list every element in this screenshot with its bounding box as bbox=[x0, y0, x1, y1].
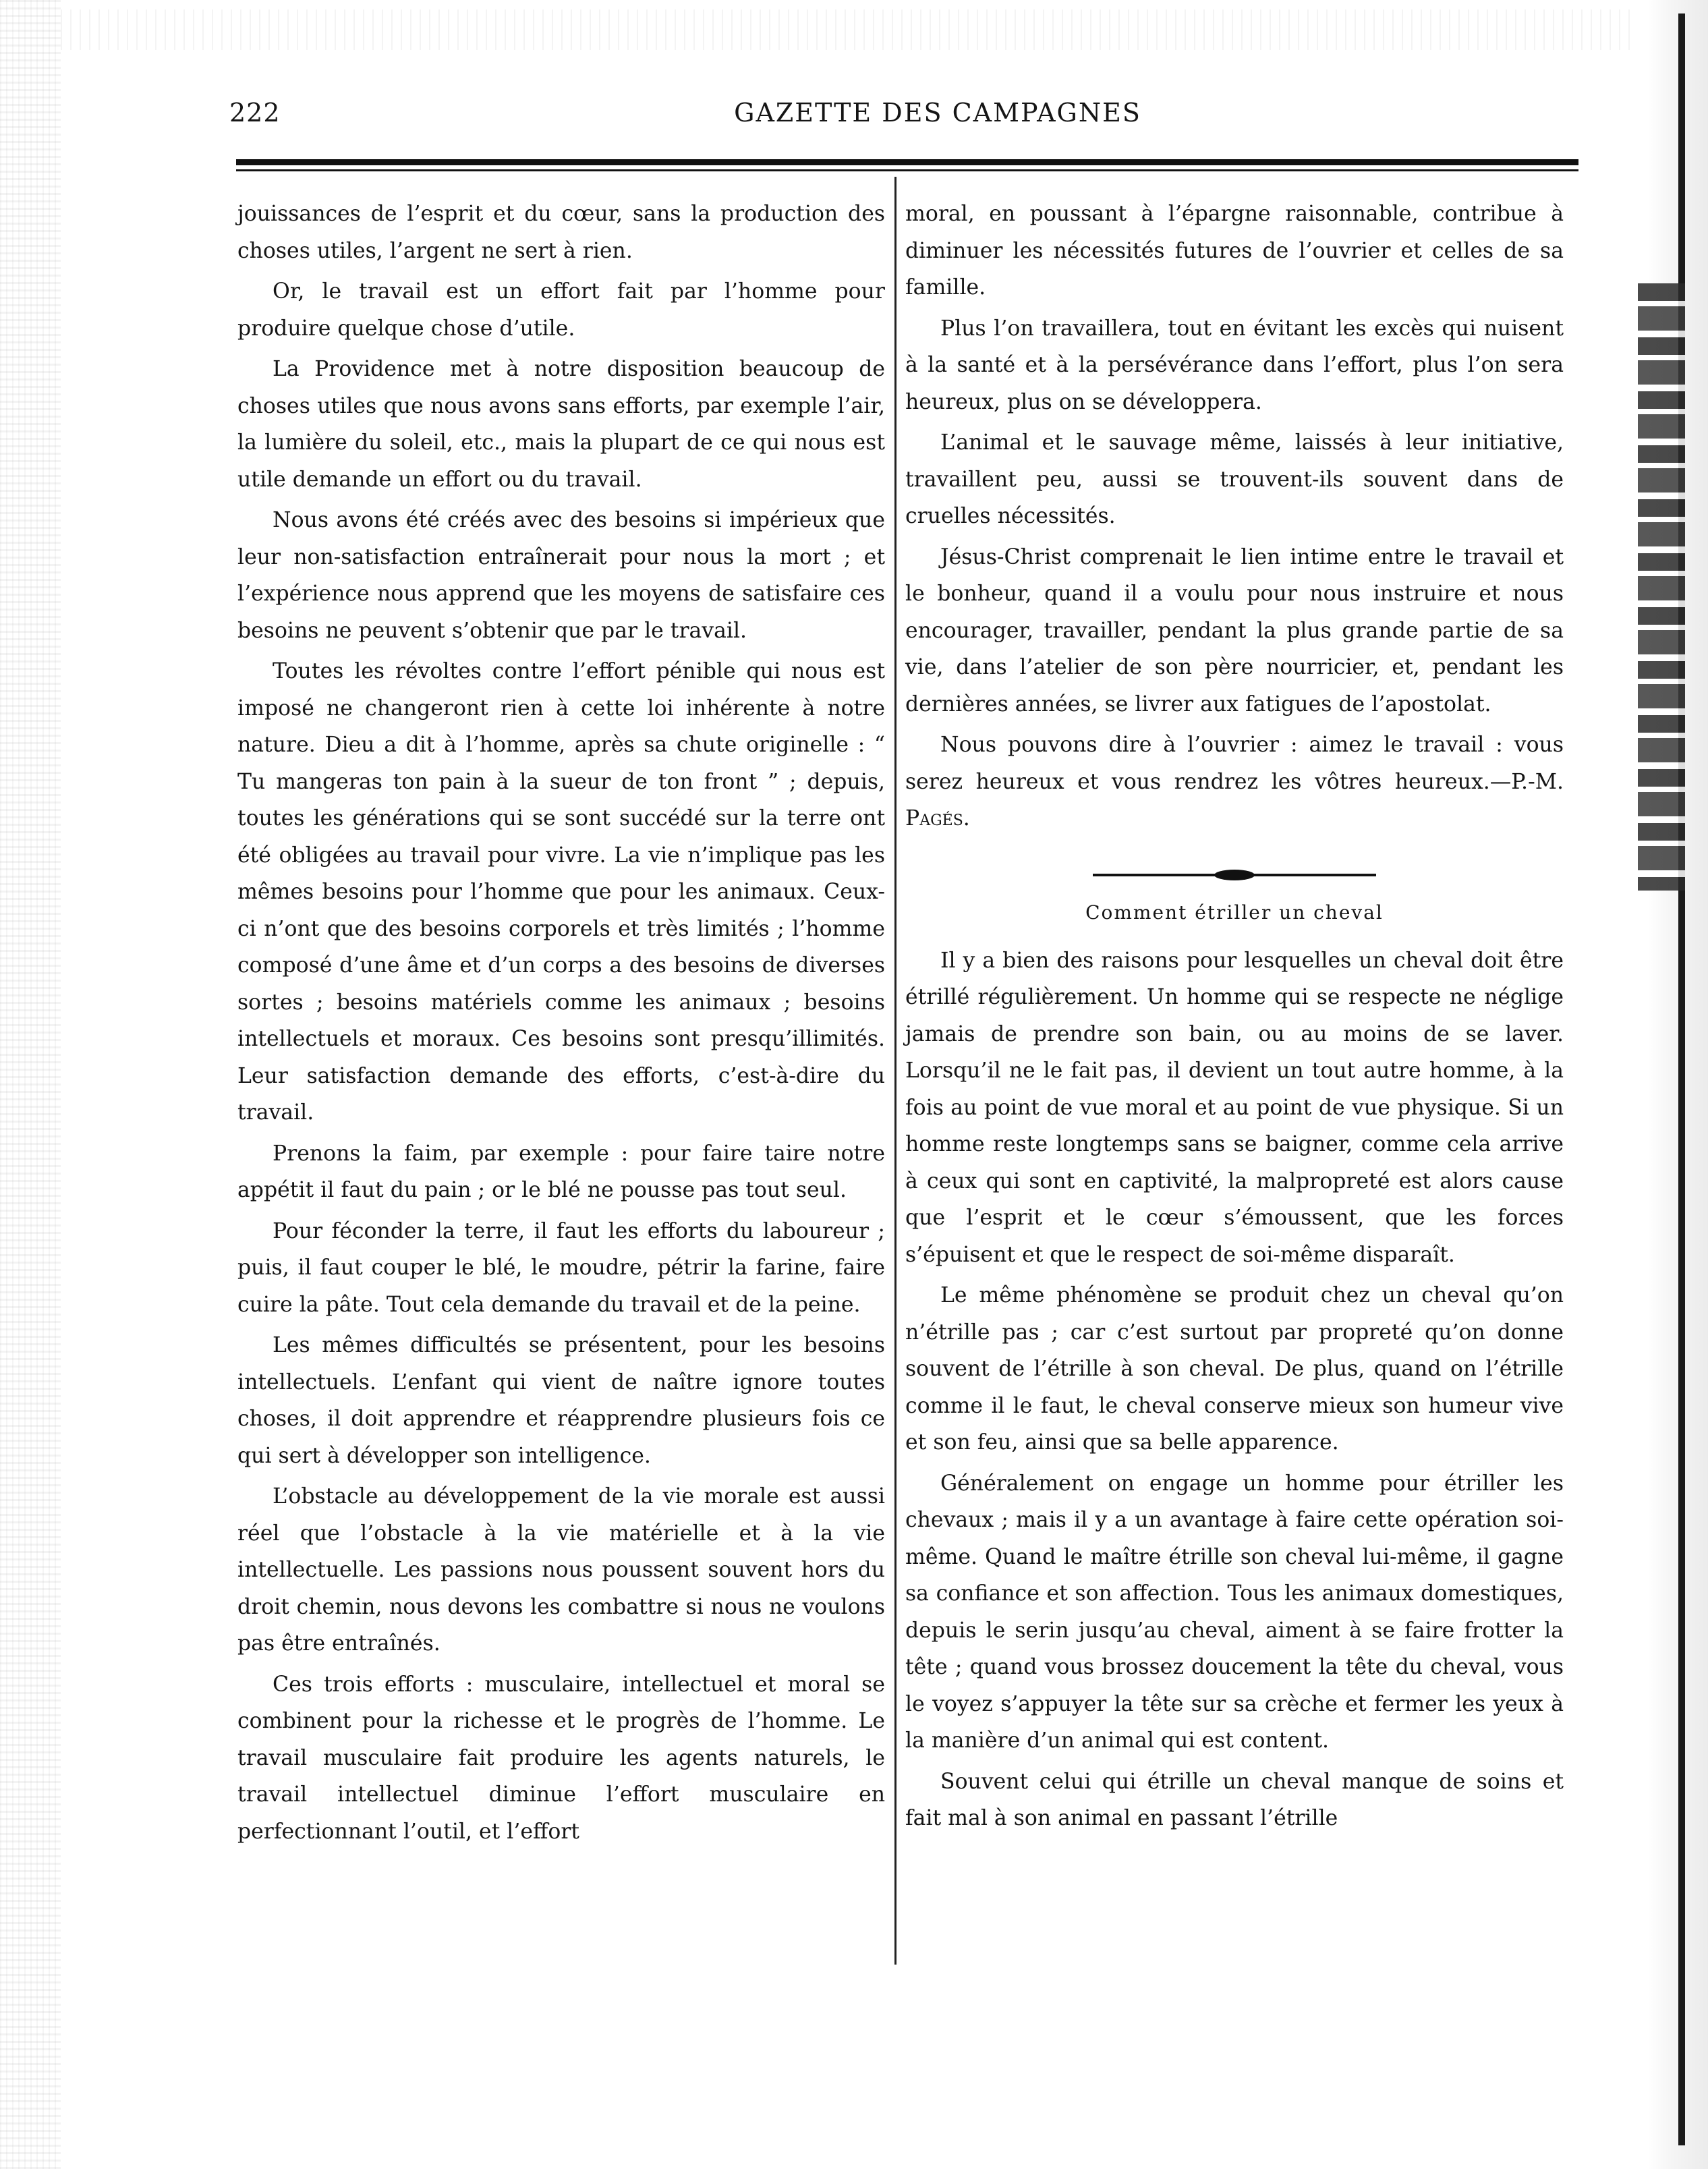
paragraph: Les mêmes difficultés se présentent, pour les besoins intellectuels. L’enfant qui vient de naître ignore toutes choses, il doit apprendre et réapprendre plusieurs fois ce qui sert à développer son intelligence. bbox=[237, 1333, 885, 1468]
column-divider bbox=[894, 177, 896, 1965]
paragraph: Ces trois efforts : musculaire, intellectuel et moral se combinent pour la richesse et le progrès de l’homme. Le travail musculaire fait produire les agents naturels, le travail intellectuel diminue l’effort musculaire en perfectionnant l’outil, et l’effort bbox=[237, 1672, 885, 1844]
closing-text: Nous pouvons dire à l’ouvrier : aimez le travail : vous serez heureux et vous rendrez les vôtres heureux.— bbox=[905, 733, 1564, 794]
paragraph: Le même phénomène se produit chez un cheval qu’on n’étrille pas ; car c’est surtout par propreté qu’on donne souvent de l’étrille à son cheval. De plus, quand on l’étrille comme il le faut, le cheval conserve mieux son humeur vive et son feu, ainsi que sa belle apparence. bbox=[905, 1283, 1564, 1455]
paragraph: Il y a bien des raisons pour lesquelles un cheval doit être étrillé régulièrement. Un homme qui se respecte ne néglige jamais de prendre son bain, ou au moins de se laver. Lorsqu’il ne le fait pas, il devient un tout autre homme, à la fois au point de vue moral et au point de vue physique. Si un homme reste longtemps sans se baigner, comme cela arrive à ceux qui sont en captivité, la malpropreté est alors cause que l’esprit et le cœur s’émoussent, que les forces s’épuisent et que le respect de soi-même disparaît. bbox=[905, 948, 1564, 1267]
paragraph: La Providence met à notre disposition beaucoup de choses utiles que nous avons sans efforts, par exemple l’air, la lumière du soleil, etc., mais la plupart de ce qui nous est utile demande un effort ou du travail. bbox=[237, 357, 885, 492]
paragraph: Prenons la faim, par exemple : pour faire taire notre appétit il faut du pain ; or le blé ne pousse pas tout seul. bbox=[237, 1141, 885, 1202]
paragraph: Toutes les révoltes contre l’effort pénible qui nous est imposé ne changeront rien à cette loi inhérente à notre nature. Dieu a dit à l’homme, après sa chute originelle : “ Tu mangeras ton pain à la sueur de ton front ” ; depuis, toutes les générations qui se sont succédé sur la terre ont été obligées au travail pour vivre. La vie n’implique pas les mêmes besoins pour l’homme que pour les animaux. Ceux-ci n’ont que des besoins corporels et très limités ; l’homme composé d’une âme et d’un corps a des besoins de diverses sortes ; besoins matériels comme les animaux ; besoins intellectuels et moraux. Ces besoins sont presqu’illimités. Leur satisfaction demande des efforts, c’est-à-dire du travail. bbox=[237, 659, 885, 1125]
page-header bbox=[229, 98, 1612, 138]
section-heading: Comment étriller un cheval bbox=[1085, 901, 1384, 924]
scan-edge-left bbox=[0, 0, 61, 2169]
author-signature: P.-M. Pagés. bbox=[905, 769, 1564, 830]
header-rule-thick bbox=[236, 159, 1578, 165]
paragraph: Jésus-Christ comprenait le lien intime entre le travail et le bonheur, quand il a voulu pour nous instruire et nous encourager, travailler, pendant la plus grande partie de sa vie, dans l’atelier de son père nourricier, et, pendant les dernières années, se livrer aux fatigues de l’apostolat. bbox=[905, 544, 1564, 716]
paragraph: Or, le travail est un effort fait par l’homme pour produire quelque chose d’utile. bbox=[237, 279, 885, 341]
paragraph: moral, en poussant à l’épargne raisonnable, contribue à diminuer les nécessités futures de l’ouvrier et celles de sa famille. bbox=[905, 202, 1564, 300]
running-title: GAZETTE DES CAMPAGNES bbox=[734, 98, 1141, 128]
paragraph: Nous avons été créés avec des besoins si impérieux que leur non-satisfaction entraînerait pour nous la mort ; et l’expérience nous apprend que les moyens de satisfaire ces besoins ne peuvent s’obtenir que par le travail. bbox=[237, 508, 885, 643]
torn-edge-shadow bbox=[1638, 283, 1685, 891]
scan-noise-top bbox=[61, 9, 1632, 50]
page-number: 222 bbox=[229, 98, 281, 128]
paragraph: Généralement on engage un homme pour étriller les chevaux ; mais il y a un avantage à faire cette opération soi-même. Quand le maître étrille son cheval lui-même, il gagne sa confiance et son affection. Tous les animaux domestiques, depuis le serin jusqu’au cheval, aiment à se faire frotter la tête ; quand vous brossez doucement la tête du cheval, vous le voyez s’appuyer la tête sur sa crèche et fermer les yeux à la manière d’un animal qui est content. bbox=[905, 1471, 1564, 1753]
right-column bbox=[905, 196, 1564, 1841]
section-ornament-rule bbox=[1093, 870, 1376, 880]
paragraph: Souvent celui qui étrille un cheval manque de soins et fait mal à son animal en passant l’étrille bbox=[905, 1769, 1564, 1830]
ornament-knot bbox=[1214, 870, 1255, 880]
paragraph: L’animal et le sauvage même, laissés à leur initiative, travaillent peu, aussi se trouvent-ils souvent dans de cruelles nécessités. bbox=[905, 430, 1564, 528]
paragraph: L’obstacle au développement de la vie morale est aussi réel que l’obstacle à la vie matérielle et à la vie intellectuelle. Les passions nous poussent souvent hors du droit chemin, nous devons les combattre si nous ne voulons pas être entraînés. bbox=[237, 1484, 885, 1656]
header-rule-thin bbox=[236, 169, 1578, 171]
paragraph: Pour féconder la terre, il faut les efforts du laboureur ; puis, il faut couper le blé, le moudre, pétrir la farine, faire cuire la pâte. Tout cela demande du travail et de la peine. bbox=[237, 1218, 885, 1317]
left-column bbox=[237, 196, 885, 1854]
paragraph: Plus l’on travaillera, tout en évitant les excès qui nuisent à la santé et à la persévérance dans l’effort, plus l’on sera heureux, plus on se développera. bbox=[905, 316, 1564, 414]
closing-paragraph bbox=[905, 727, 1564, 837]
paragraph: jouissances de l’esprit et du cœur, sans la production des choses utiles, l’argent ne sert à rien. bbox=[237, 202, 885, 263]
